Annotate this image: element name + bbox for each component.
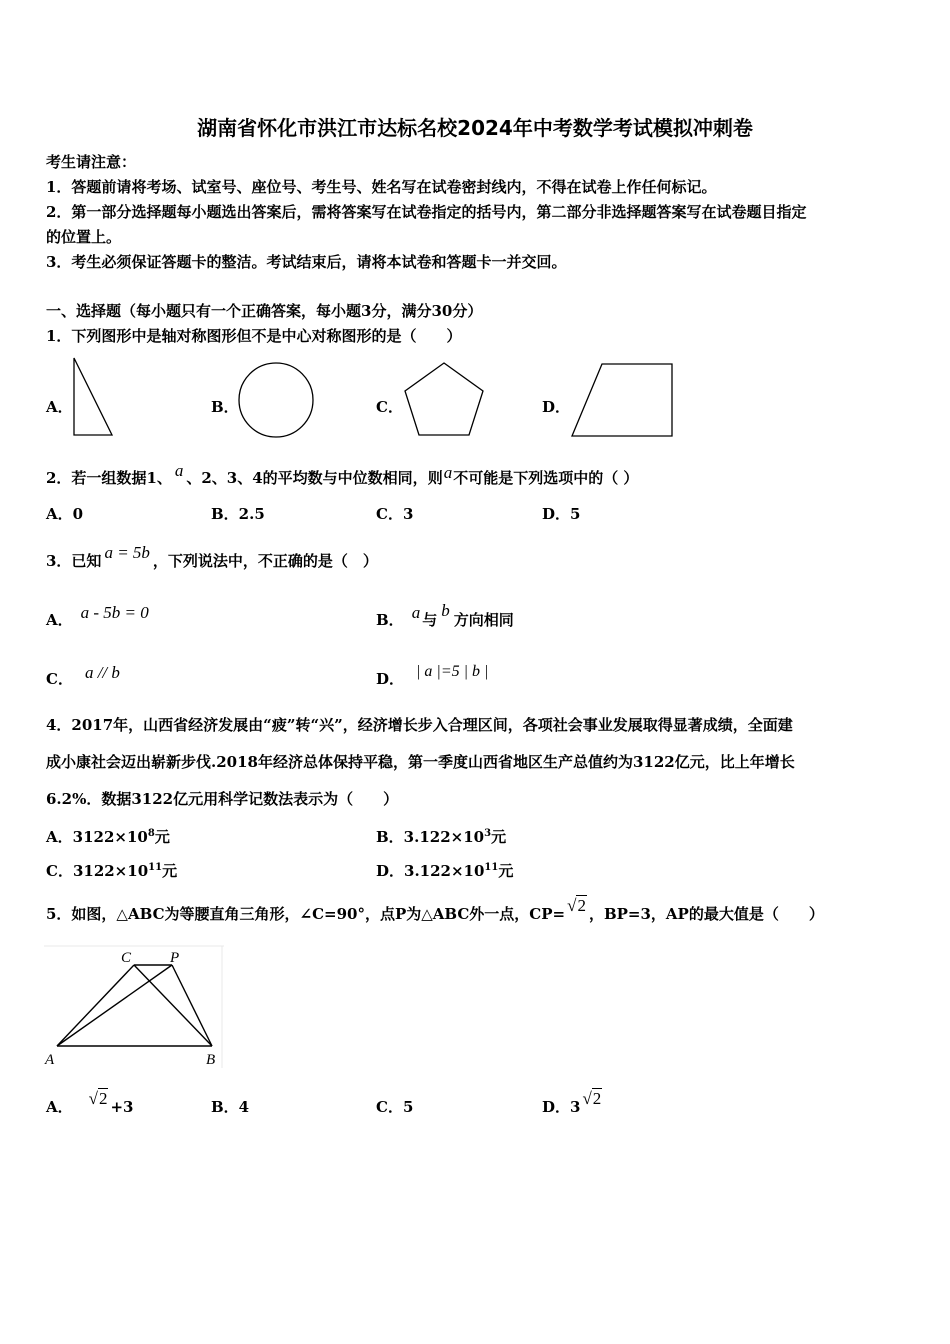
question-3-option-d [376,663,489,690]
option-text: +3 [110,1098,134,1116]
exponent: 3 [484,828,492,839]
label-b: B [206,1052,216,1068]
math-expression: a // b [84,663,120,682]
sqrt-argument: 2 [577,896,586,915]
question-3-stem-part-1: 3．已知 [46,552,102,570]
question-1-stem: 1．下列图形中是轴对称图形但不是中心对称图形的是（ ） [46,327,462,345]
segment-cb [134,965,212,1046]
label-c: C [121,950,132,966]
notice-heading: 考生请注意： [46,153,137,171]
sqrt-expression: √2 [582,1089,602,1108]
notice-item-2-line-2: 的位置上。 [46,228,122,246]
right-triangle-shape [70,355,118,440]
option-text: B．3.122×10 [376,828,485,846]
question-5-stem [46,896,824,924]
question-3-stem [46,543,378,571]
option-text: 方向相同 [453,611,514,629]
question-2-stem-part-1: 2．若一组数据1、 [46,469,172,487]
question-2-stem-part-3: 不可能是下列选项中的（ ） [453,469,639,487]
option-label: D．3 [542,1098,581,1116]
question-3-option-c [46,663,120,689]
trapezoid-shape [568,360,678,440]
exponent: 11 [484,862,499,873]
label-p: P [170,950,180,966]
question-4-option-d [376,858,513,881]
question-5-option-d [542,1089,604,1117]
sqrt-argument: 2 [98,1089,108,1108]
question-2-option-a: A．0 [46,505,84,523]
segment-ac [57,965,134,1046]
sqrt-argument: 2 [592,1089,602,1108]
option-text: 与 [422,611,438,629]
option-label: A． [46,1098,73,1116]
sqrt-expression: √2 [88,1089,108,1108]
unit: 元 [154,828,170,846]
exponent: 11 [148,862,163,873]
notice-item-3: 3．考生必须保证答题卡的整洁。考试结束后，请将本试卷和答题卡一并交回。 [46,253,567,271]
question-2-option-b: B．2.5 [211,505,265,523]
question-3-option-b [376,601,514,630]
variable-a: a [174,461,184,480]
option-text: C．3122×10 [46,862,149,880]
question-5-stem-part-1: 5．如图，△ABC为等腰直角三角形，∠C=90°，点P为△ABC外一点，CP= [46,905,566,923]
question-2-option-c: C．3 [376,505,414,523]
notice-item-1: 1．答题前请将考场、试室号、座位号、考生号、姓名写在试卷密封线内，不得在试卷上作任何标记。 [46,178,717,196]
question-4-line-3: 6.2%．数据3122亿元用科学记数法表示为（ ） [46,790,399,808]
given-equation: a = 5b [104,543,150,562]
variable-a: a [411,603,421,622]
question-4-option-a [46,824,170,847]
page-title: 湖南省怀化市洪江市达标名校2024年中考数学考试模拟冲刺卷 [197,116,753,140]
math-expression: | a |=5 | b | [416,663,489,680]
sqrt-expression: √2 [567,896,586,915]
question-4-option-b [376,824,506,847]
math-expression: a - 5b = 0 [80,603,149,622]
exponent: 8 [147,828,155,839]
question-4-option-c [46,858,177,881]
question-3-option-a [46,603,149,630]
question-5-option-a [46,1089,134,1117]
question-1-option-c-label: C． [376,398,403,416]
option-label: B． [376,611,404,629]
question-1-option-d-label: D． [542,398,571,416]
question-4-line-2: 成小康社会迈出崭新步伐.2018年经济总体保持平稳，第一季度山西省地区生产总值约为3122亿元，比上年增长 [46,753,795,771]
question-1-option-b-label: B． [211,398,239,416]
question-5-option-b: B．4 [211,1098,250,1116]
question-2-stem-part-2: 、2、3、4的平均数与中位数相同，则 [186,469,443,487]
question-2-option-d: D．5 [542,505,581,523]
option-label: C． [46,670,73,688]
segment-pb [172,965,212,1046]
question-1-option-a-label: A． [46,398,73,416]
unit: 元 [162,862,178,880]
question-5-stem-part-2: ，BP=3，AP的最大值是（ ） [588,905,824,923]
option-label: D． [376,670,405,688]
option-text: A．3122×10 [46,828,148,846]
unit: 元 [498,862,514,880]
question-4-line-1: 4．2017年，山西省经济发展由“疲”转“兴”，经济增长步入合理区间，各项社会事业发展取得显著成绩，全面建 [46,716,793,734]
variable-b: b [441,601,450,620]
triangle-figure [44,946,224,1068]
label-a: A [45,1052,55,1068]
unit: 元 [491,828,507,846]
notice-item-2-line-1: 2．第一部分选择题每小题选出答案后，需将答案写在试卷指定的括号内，第二部分非选择题答案写在试卷题目指定 [46,203,807,221]
question-5-option-c: C．5 [376,1098,414,1116]
option-text: D．3.122×10 [376,862,485,880]
question-3-stem-part-2: ，下列说法中，不正确的是（ ） [152,552,378,570]
segment-ap [57,965,172,1046]
section-1-heading: 一、选择题（每小题只有一个正确答案，每小题3分，满分30分） [46,302,483,320]
variable-a: a [443,463,453,482]
option-label: A． [46,611,73,629]
pentagon-shape [402,360,490,440]
circle-shape [236,360,318,442]
question-2-stem [46,461,639,488]
